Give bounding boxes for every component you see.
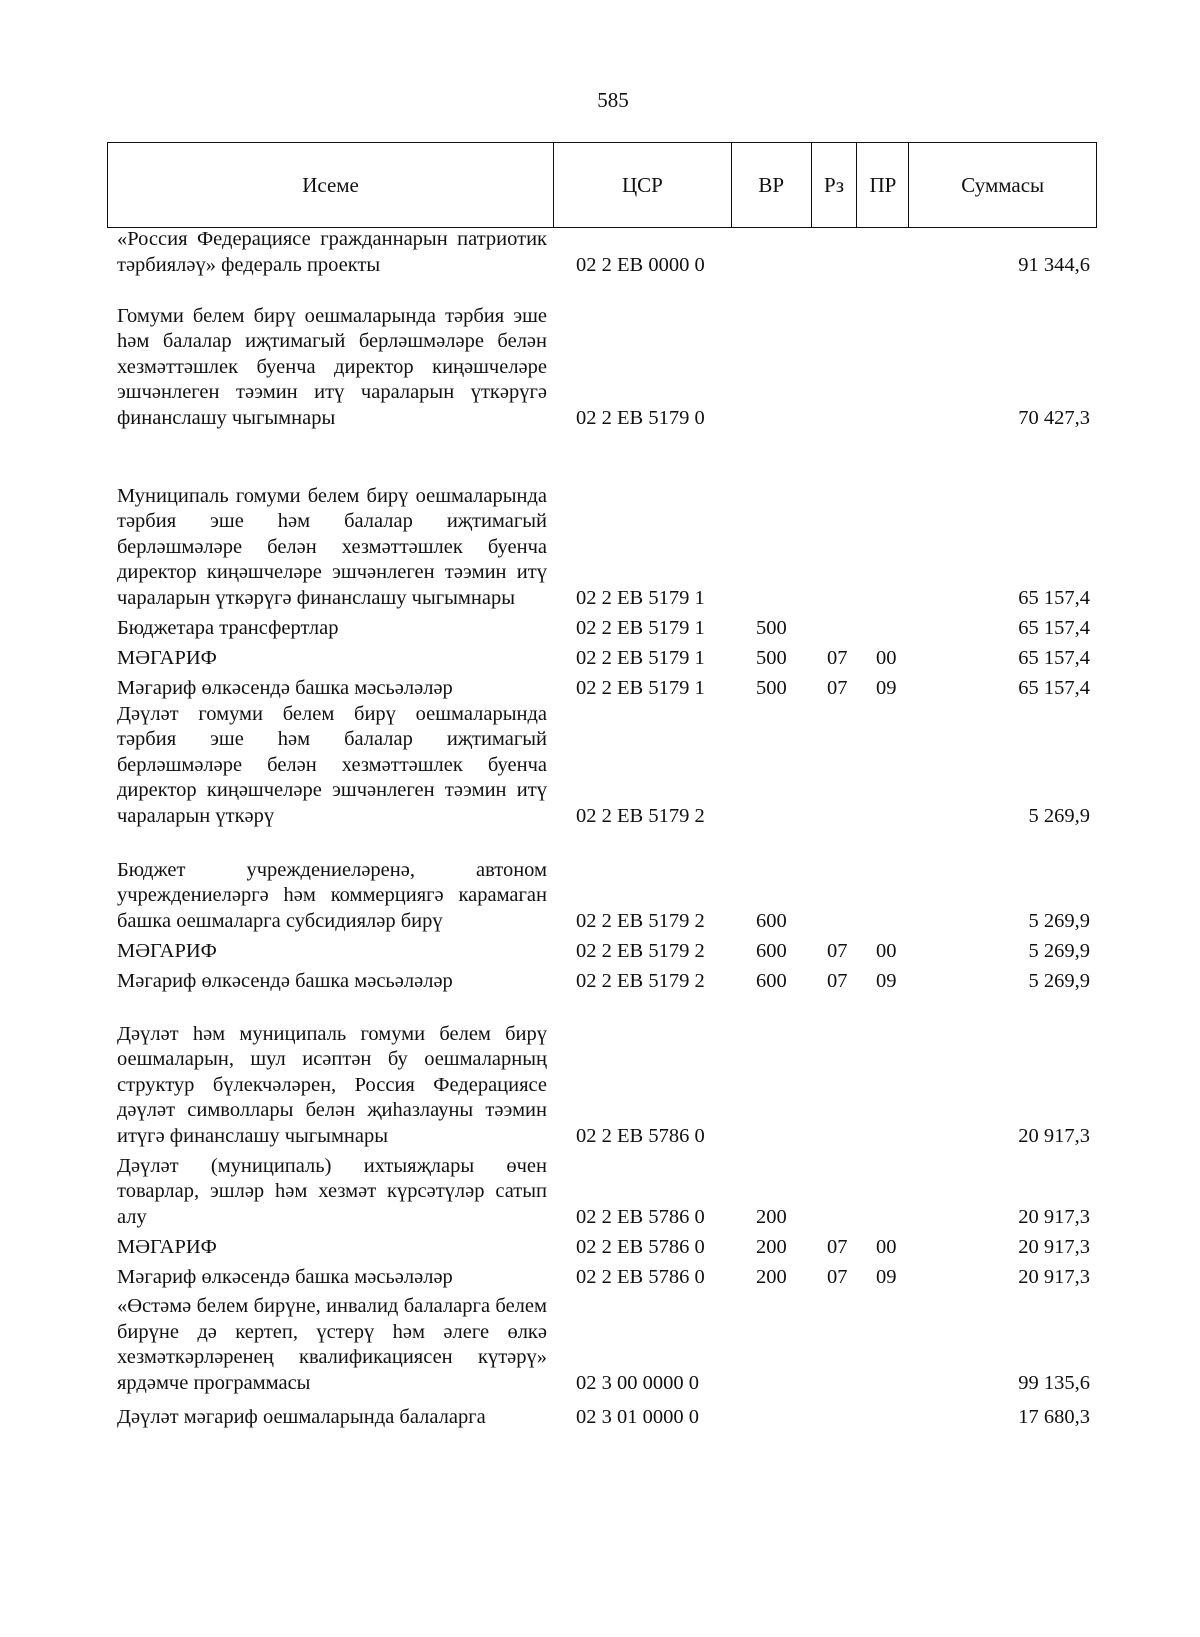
- row-sum: 65 157,4: [1018, 586, 1090, 609]
- row-name: Гомуми белем бирү оешмаларында тәрбия эше һәм балалар иҗтимагый берләшмәләре белән хезмәттәшлек буенча директор киңәшчеләре эшчәнлеген тәэмин итү чараларын үткәрүгә финанслашу чыгымнары: [117, 304, 547, 429]
- row-csr: 02 2 ЕВ 0000 0: [576, 253, 705, 276]
- row-csr: 02 2 ЕВ 5786 0: [576, 1124, 705, 1147]
- row-name: Дәүләт һәм муниципаль гомуми белем бирү оешмаларын, шул исәптән бу оешмаларның структур бүлекчәләрен, Россия Федерациясе дәүләт символлары белән җиһазлауны тәэмин итүгә финанслашу чыгымнары: [117, 1022, 547, 1147]
- row-rz: 07: [827, 969, 848, 992]
- row-name: Дәүләт гомуми белем бирү оешмаларында тәрбия эше һәм балалар иҗтимагый берләшмәләре белән хезмәттәшлек буенча директор киңәшчеләре эшчәнлеген тәэмин итү чараларын үткәрү: [117, 702, 547, 827]
- row-csr: 02 2 ЕВ 5179 2: [576, 909, 705, 932]
- table-body: [0, 228, 1200, 1430]
- row-vr: 200: [756, 1235, 787, 1258]
- row-csr: 02 2 ЕВ 5179 1: [576, 646, 705, 669]
- row-vr: 600: [756, 969, 787, 992]
- row-vr: 500: [756, 676, 787, 699]
- row-sum: 5 269,9: [1028, 804, 1090, 827]
- row-rz: 07: [827, 1235, 848, 1258]
- row-csr: 02 2 ЕВ 5786 0: [576, 1235, 705, 1258]
- row-pr: 00: [876, 646, 897, 669]
- row-pr: 09: [876, 676, 897, 699]
- row-name: МӘГАРИФ: [117, 939, 217, 962]
- row-sum: 65 157,4: [1018, 616, 1090, 639]
- row-sum: 70 427,3: [1018, 406, 1090, 429]
- row-csr: 02 2 ЕВ 5786 0: [576, 1205, 705, 1228]
- table-row: [0, 641, 1200, 671]
- table-row: [0, 829, 1200, 934]
- row-name: Дәүләт (муниципаль) ихтыяҗлары өчен товарлар, эшләр һәм хезмәт күрсәтүләр сатып алу: [117, 1154, 547, 1228]
- header-pr: ПР: [857, 143, 909, 227]
- table-row: [0, 1149, 1200, 1230]
- row-vr: 600: [756, 909, 787, 932]
- table-row: [0, 934, 1200, 964]
- row-csr: 02 2 ЕВ 5179 2: [576, 804, 705, 827]
- row-name: МӘГАРИФ: [117, 646, 217, 669]
- row-vr: 200: [756, 1265, 787, 1288]
- row-sum: 91 344,6: [1018, 253, 1090, 276]
- table-row: [0, 701, 1200, 829]
- header-rz: Рз: [812, 143, 858, 227]
- row-sum: 20 917,3: [1018, 1205, 1090, 1228]
- table-row: [0, 611, 1200, 641]
- table-row: [0, 1290, 1200, 1396]
- row-vr: 200: [756, 1205, 787, 1228]
- row-sum: 20 917,3: [1018, 1124, 1090, 1147]
- row-sum: 17 680,3: [1018, 1405, 1090, 1428]
- row-csr: 02 2 ЕВ 5786 0: [576, 1265, 705, 1288]
- table-row: [0, 278, 1200, 431]
- row-vr: 500: [756, 616, 787, 639]
- row-name: «Өстәмә белем бирүне, инвалид балаларга белем бирүне дә кертеп, үстерү һәм әлеге өлкә хезмәткәрләренең квалификациясен күтәрү» ярдәмче программасы: [117, 1295, 547, 1394]
- row-vr: 500: [756, 646, 787, 669]
- row-rz: 07: [827, 939, 848, 962]
- header-sum: Суммасы: [961, 172, 1045, 197]
- row-csr: 02 2 ЕВ 5179 0: [576, 406, 705, 429]
- table-row: [0, 671, 1200, 701]
- row-sum: 20 917,3: [1018, 1265, 1090, 1288]
- row-rz: 07: [827, 1265, 848, 1288]
- table-row: [0, 1230, 1200, 1260]
- table-header: [107, 142, 1097, 228]
- row-csr: 02 2 ЕВ 5179 1: [576, 616, 705, 639]
- row-csr: 02 2 ЕВ 5179 2: [576, 969, 705, 992]
- row-csr: 02 2 ЕВ 5179 1: [576, 676, 705, 699]
- row-csr: 02 2 ЕВ 5179 1: [576, 586, 705, 609]
- table-row: [0, 228, 1200, 278]
- row-pr: 09: [876, 1265, 897, 1288]
- row-vr: 600: [756, 939, 787, 962]
- row-pr: 00: [876, 939, 897, 962]
- row-name: Дәүләт мәгариф оешмаларында балаларга: [117, 1405, 486, 1428]
- page-number: 585: [597, 88, 629, 112]
- header-vr: ВР: [732, 143, 812, 227]
- row-sum: 65 157,4: [1018, 646, 1090, 669]
- row-pr: 09: [876, 969, 897, 992]
- header-name: Исеме: [108, 143, 554, 227]
- row-csr: 02 2 ЕВ 5179 2: [576, 939, 705, 962]
- table-row: [0, 994, 1200, 1149]
- row-sum: 5 269,9: [1028, 909, 1090, 932]
- row-csr: 02 3 00 0000 0: [576, 1371, 699, 1394]
- row-sum: 65 157,4: [1018, 676, 1090, 699]
- table-row: [0, 1396, 1200, 1430]
- row-name: Мәгариф өлкәсендә башка мәсьәләләр: [117, 969, 453, 992]
- row-sum: 20 917,3: [1018, 1235, 1090, 1258]
- table-row: [0, 431, 1200, 611]
- row-name: «Россия Федерациясе гражданнарын патриотик тәрбияләү» федераль проекты: [117, 228, 547, 276]
- row-rz: 07: [827, 646, 848, 669]
- row-sum: 5 269,9: [1028, 939, 1090, 962]
- row-csr: 02 3 01 0000 0: [576, 1405, 699, 1428]
- table-row: [0, 1260, 1200, 1290]
- row-name: Муниципаль гомуми белем бирү оешмаларында тәрбия эше һәм балалар иҗтимагый берләшмәләре белән хезмәттәшлек буенча директор киңәшчеләре эшчәнлеген тәэмин итү чараларын үткәрүгә финанслашу чыгымнары: [117, 484, 547, 609]
- header-csr: ЦСР: [554, 143, 732, 227]
- row-pr: 00: [876, 1235, 897, 1258]
- row-name: Мәгариф өлкәсендә башка мәсьәләләр: [117, 1265, 453, 1288]
- row-rz: 07: [827, 676, 848, 699]
- row-name: Бюджет учреждениеләренә, автоном учреждениеләргә һәм коммерциягә карамаган башка оешмаларга субсидияләр бирү: [117, 858, 547, 932]
- row-name: Мәгариф өлкәсендә башка мәсьәләләр: [117, 676, 453, 699]
- row-name: МӘГАРИФ: [117, 1235, 217, 1258]
- row-sum: 99 135,6: [1018, 1371, 1090, 1394]
- table-row: [0, 964, 1200, 994]
- row-name: Бюджетара трансфертлар: [117, 616, 339, 639]
- row-sum: 5 269,9: [1028, 969, 1090, 992]
